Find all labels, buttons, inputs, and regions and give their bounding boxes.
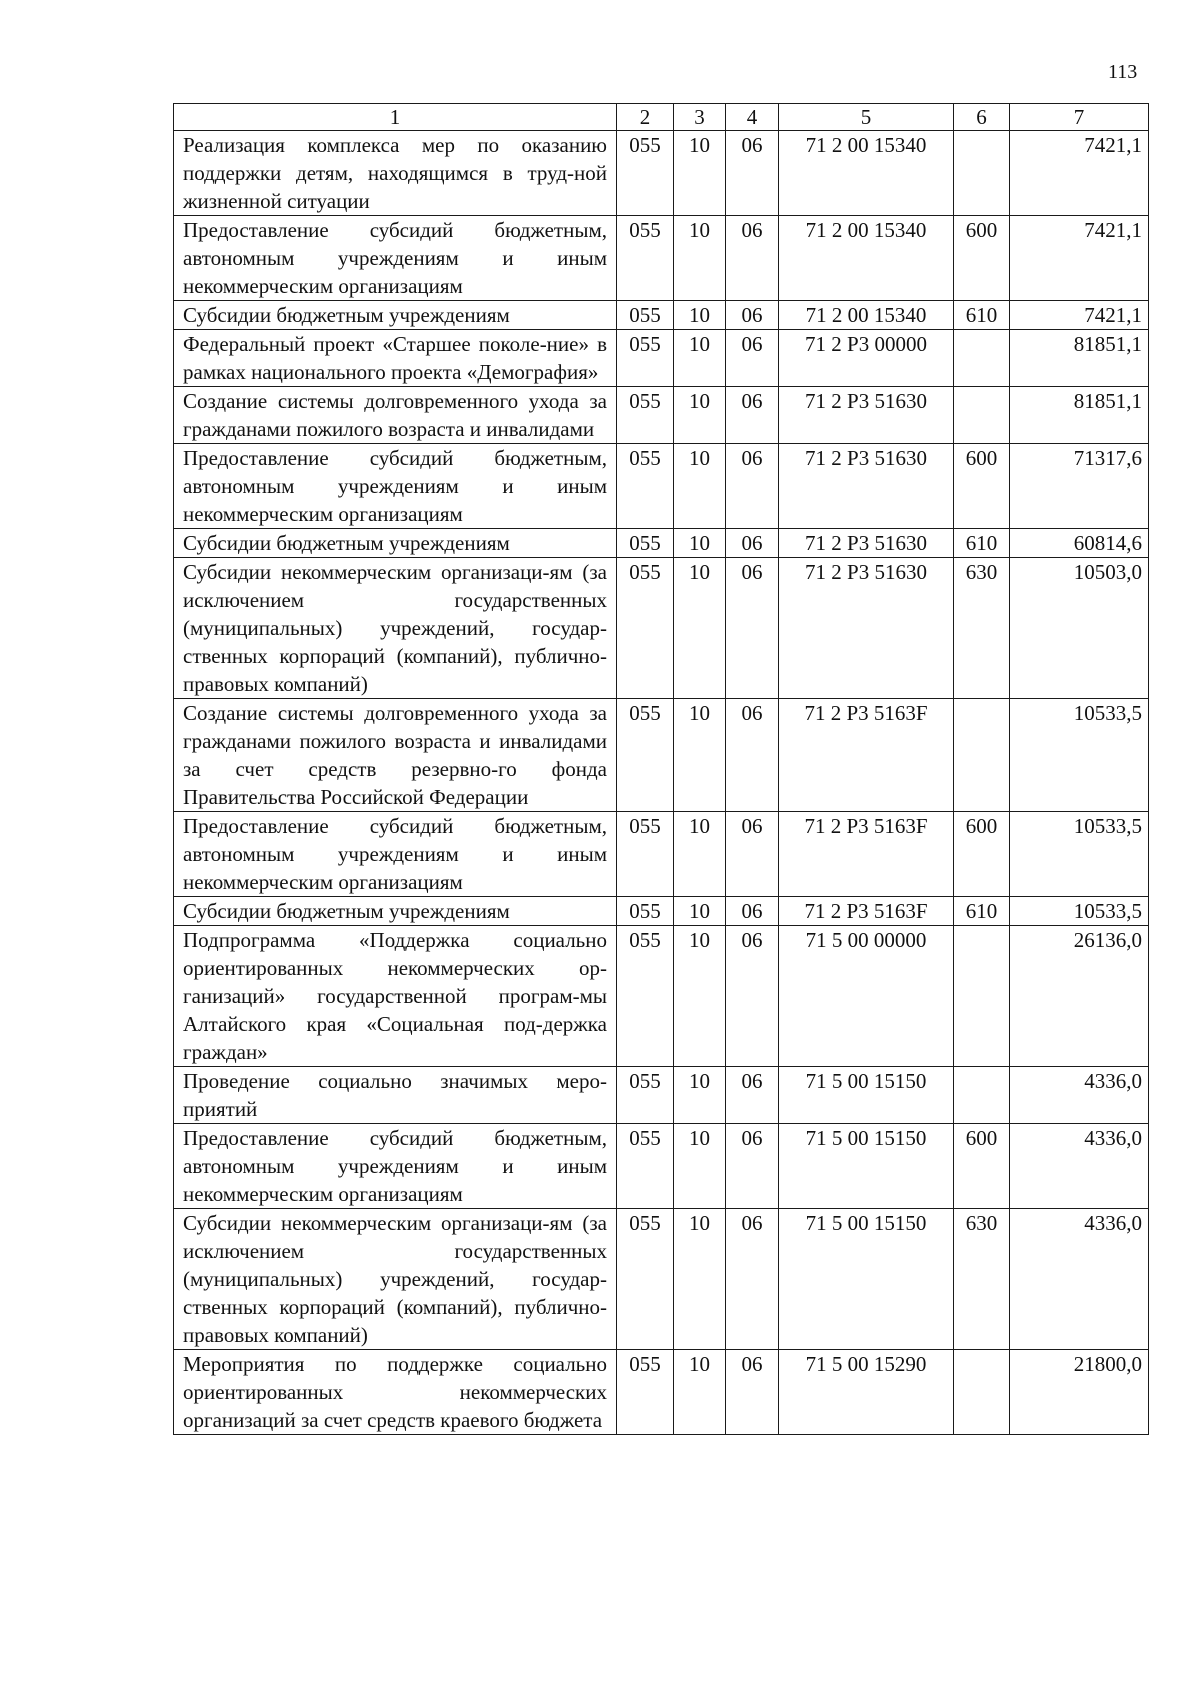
row-name: Субсидии бюджетным учреждениям	[174, 897, 617, 926]
row-target-code: 71 2 P3 5163F	[779, 897, 954, 926]
page-number: 113	[1108, 61, 1138, 83]
row-sum: 10503,0	[1010, 558, 1149, 699]
row-grbs: 055	[617, 1067, 674, 1124]
row-expense-type: 600	[954, 812, 1010, 897]
table-row	[174, 1067, 1149, 1124]
row-section: 10	[674, 529, 726, 558]
table-row	[174, 1209, 1149, 1350]
row-subsection: 06	[726, 1209, 779, 1350]
row-section: 10	[674, 387, 726, 444]
row-grbs: 055	[617, 1209, 674, 1350]
row-section: 10	[674, 444, 726, 529]
row-sum: 81851,1	[1010, 330, 1149, 387]
table-row	[174, 926, 1149, 1067]
header-cell-6: 6	[954, 104, 1010, 131]
row-section: 10	[674, 131, 726, 216]
row-grbs: 055	[617, 1124, 674, 1209]
table-row	[174, 897, 1149, 926]
row-grbs: 055	[617, 387, 674, 444]
row-target-code: 71 2 00 15340	[779, 216, 954, 301]
row-target-code: 71 2 P3 5163F	[779, 812, 954, 897]
row-section: 10	[674, 1209, 726, 1350]
row-expense-type: 630	[954, 1209, 1010, 1350]
row-grbs: 055	[617, 330, 674, 387]
row-sum: 81851,1	[1010, 387, 1149, 444]
row-name: Проведение социально значимых меро-приятий	[174, 1067, 617, 1124]
table-row	[174, 1350, 1149, 1435]
row-name: Субсидии некоммерческим организаци-ям (за исключением государственных (муниципальных) учреждений, государ-ственных корпораций (компаний), публично-правовых компаний)	[174, 1209, 617, 1350]
row-sum: 4336,0	[1010, 1124, 1149, 1209]
row-target-code: 71 5 00 15150	[779, 1124, 954, 1209]
row-grbs: 055	[617, 699, 674, 812]
row-target-code: 71 2 P3 51630	[779, 558, 954, 699]
table-row	[174, 131, 1149, 216]
row-grbs: 055	[617, 131, 674, 216]
row-expense-type: 600	[954, 1124, 1010, 1209]
row-subsection: 06	[726, 444, 779, 529]
header-cell-1: 1	[174, 104, 617, 131]
row-grbs: 055	[617, 926, 674, 1067]
row-sum: 10533,5	[1010, 699, 1149, 812]
row-name: Реализация комплекса мер по оказанию поддержки детям, находящимся в труд-ной жизненной ситуации	[174, 131, 617, 216]
row-target-code: 71 2 P3 51630	[779, 387, 954, 444]
row-target-code: 71 5 00 15150	[779, 1209, 954, 1350]
table-row	[174, 1124, 1149, 1209]
row-grbs: 055	[617, 897, 674, 926]
table-row	[174, 444, 1149, 529]
row-expense-type: 610	[954, 529, 1010, 558]
row-target-code: 71 2 00 15340	[779, 131, 954, 216]
row-sum: 71317,6	[1010, 444, 1149, 529]
row-grbs: 055	[617, 1350, 674, 1435]
table-row	[174, 558, 1149, 699]
row-expense-type	[954, 699, 1010, 812]
row-expense-type: 630	[954, 558, 1010, 699]
header-cell-2: 2	[617, 104, 674, 131]
row-subsection: 06	[726, 558, 779, 699]
row-expense-type	[954, 1350, 1010, 1435]
row-name: Субсидии бюджетным учреждениям	[174, 301, 617, 330]
row-expense-type	[954, 926, 1010, 1067]
row-name: Создание системы долговременного ухода за гражданами пожилого возраста и инвалидами за счет средств резервно-го фонда Правительства Российской Федерации	[174, 699, 617, 812]
row-sum: 7421,1	[1010, 131, 1149, 216]
table-row	[174, 301, 1149, 330]
row-expense-type	[954, 131, 1010, 216]
row-section: 10	[674, 216, 726, 301]
row-subsection: 06	[726, 897, 779, 926]
row-expense-type	[954, 387, 1010, 444]
row-subsection: 06	[726, 330, 779, 387]
table-row	[174, 529, 1149, 558]
row-section: 10	[674, 1350, 726, 1435]
table-row	[174, 330, 1149, 387]
row-name: Создание системы долговременного ухода за гражданами пожилого возраста и инвалидами	[174, 387, 617, 444]
row-expense-type: 600	[954, 444, 1010, 529]
row-sum: 21800,0	[1010, 1350, 1149, 1435]
row-sum: 4336,0	[1010, 1209, 1149, 1350]
row-target-code: 71 2 P3 51630	[779, 529, 954, 558]
row-name: Подпрограмма «Поддержка социально ориентированных некоммерческих ор-ганизаций» государственной програм-мы Алтайского края «Социальная под-держка граждан»	[174, 926, 617, 1067]
row-grbs: 055	[617, 444, 674, 529]
row-name: Предоставление субсидий бюджетным, автономным учреждениям и иным некоммерческим организациям	[174, 216, 617, 301]
row-sum: 10533,5	[1010, 897, 1149, 926]
row-target-code: 71 5 00 15150	[779, 1067, 954, 1124]
row-subsection: 06	[726, 216, 779, 301]
row-sum: 26136,0	[1010, 926, 1149, 1067]
row-subsection: 06	[726, 926, 779, 1067]
row-section: 10	[674, 301, 726, 330]
row-subsection: 06	[726, 1067, 779, 1124]
table-row	[174, 812, 1149, 897]
table-row	[174, 216, 1149, 301]
row-name: Субсидии некоммерческим организаци-ям (за исключением государственных (муниципальных) учреждений, государ-ственных корпораций (компаний), публично-правовых компаний)	[174, 558, 617, 699]
row-target-code: 71 2 P3 5163F	[779, 699, 954, 812]
row-subsection: 06	[726, 529, 779, 558]
row-section: 10	[674, 330, 726, 387]
row-subsection: 06	[726, 387, 779, 444]
budget-table	[173, 103, 1149, 1435]
row-grbs: 055	[617, 301, 674, 330]
row-section: 10	[674, 812, 726, 897]
row-name: Предоставление субсидий бюджетным, автономным учреждениям и иным некоммерческим организациям	[174, 1124, 617, 1209]
row-name: Субсидии бюджетным учреждениям	[174, 529, 617, 558]
row-name: Федеральный проект «Старшее поколе-ние» в рамках национального проекта «Демография»	[174, 330, 617, 387]
row-subsection: 06	[726, 1350, 779, 1435]
row-section: 10	[674, 558, 726, 699]
header-cell-3: 3	[674, 104, 726, 131]
header-cell-5: 5	[779, 104, 954, 131]
row-target-code: 71 5 00 00000	[779, 926, 954, 1067]
row-section: 10	[674, 699, 726, 812]
row-subsection: 06	[726, 699, 779, 812]
row-sum: 4336,0	[1010, 1067, 1149, 1124]
header-cell-4: 4	[726, 104, 779, 131]
row-expense-type	[954, 330, 1010, 387]
row-section: 10	[674, 1124, 726, 1209]
row-grbs: 055	[617, 529, 674, 558]
table-row	[174, 699, 1149, 812]
row-section: 10	[674, 926, 726, 1067]
row-subsection: 06	[726, 812, 779, 897]
header-cell-7: 7	[1010, 104, 1149, 131]
row-sum: 7421,1	[1010, 216, 1149, 301]
row-expense-type: 610	[954, 301, 1010, 330]
row-subsection: 06	[726, 131, 779, 216]
row-grbs: 055	[617, 812, 674, 897]
row-subsection: 06	[726, 1124, 779, 1209]
row-expense-type: 600	[954, 216, 1010, 301]
row-section: 10	[674, 1067, 726, 1124]
row-target-code: 71 2 P3 00000	[779, 330, 954, 387]
row-sum: 7421,1	[1010, 301, 1149, 330]
row-expense-type	[954, 1067, 1010, 1124]
row-name: Мероприятия по поддержке социально ориентированных некоммерческих организаций за счет средств краевого бюджета	[174, 1350, 617, 1435]
row-section: 10	[674, 897, 726, 926]
row-expense-type: 610	[954, 897, 1010, 926]
row-subsection: 06	[726, 301, 779, 330]
row-target-code: 71 2 P3 51630	[779, 444, 954, 529]
row-name: Предоставление субсидий бюджетным, автономным учреждениям и иным некоммерческим организациям	[174, 444, 617, 529]
row-target-code: 71 2 00 15340	[779, 301, 954, 330]
table-row	[174, 387, 1149, 444]
row-name: Предоставление субсидий бюджетным, автономным учреждениям и иным некоммерческим организациям	[174, 812, 617, 897]
header-row	[174, 104, 1149, 131]
row-sum: 60814,6	[1010, 529, 1149, 558]
row-grbs: 055	[617, 558, 674, 699]
row-target-code: 71 5 00 15290	[779, 1350, 954, 1435]
row-sum: 10533,5	[1010, 812, 1149, 897]
row-grbs: 055	[617, 216, 674, 301]
